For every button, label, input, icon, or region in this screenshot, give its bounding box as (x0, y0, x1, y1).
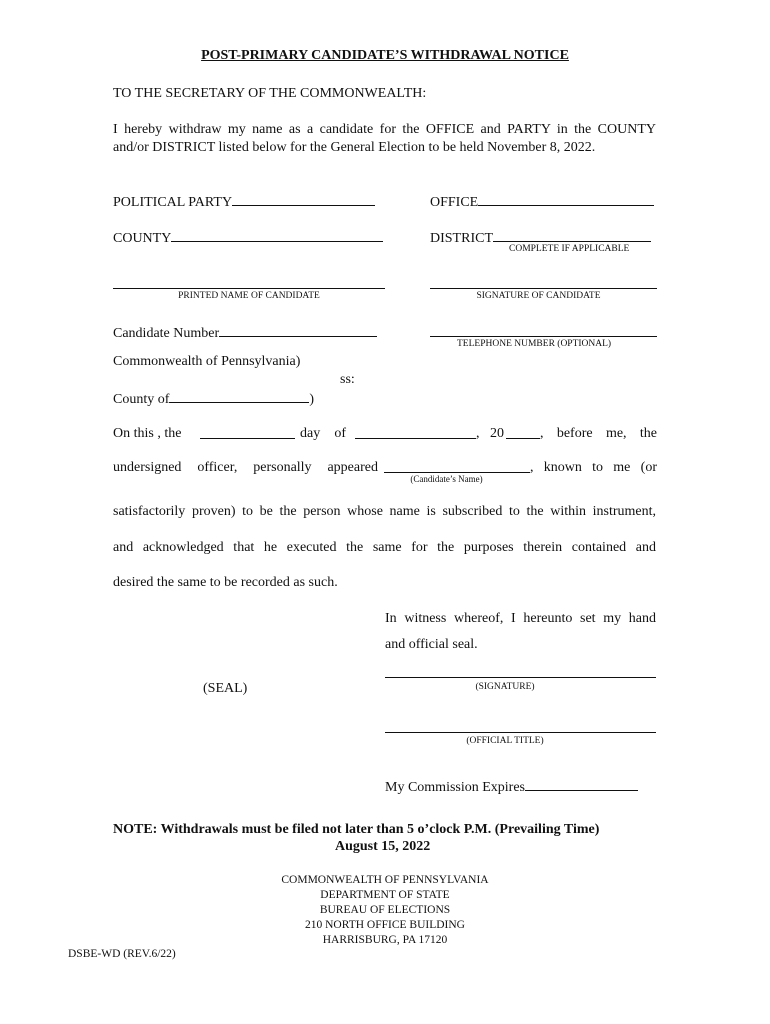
day-blank[interactable] (200, 438, 295, 439)
candidate-signature-line[interactable] (430, 288, 657, 289)
note-line-2: August 15, 2022 (335, 839, 431, 854)
county-of-field[interactable] (113, 389, 314, 408)
seal-label: (SEAL) (203, 681, 248, 696)
venue-ss: ss: (340, 372, 355, 387)
year-blank[interactable] (506, 438, 540, 439)
witness-line-1: In witness whereof, I hereunto set my hand (385, 611, 656, 626)
addressee: TO THE SECRETARY OF THE COMMONWEALTH: (113, 86, 427, 101)
candidates-name-blank[interactable] (384, 472, 530, 473)
political-party-blank[interactable] (232, 192, 375, 206)
candidate-signature-label: SIGNATURE OF CANDIDATE (476, 291, 601, 301)
body-line-4: and acknowledged that he executed the same for the purposes therein contained and (113, 540, 656, 555)
before-me-label: , before me, the (540, 426, 657, 441)
candidates-name-label: (Candidate’s Name) (410, 474, 483, 484)
official-title-label: (OFFICIAL TITLE) (466, 736, 544, 746)
month-blank[interactable] (355, 438, 476, 439)
note-line-1: NOTE: Withdrawals must be filed not later than 5 o’clock P.M. (Prevailing Time) (113, 822, 600, 837)
comma: , (476, 426, 480, 441)
intro-line-1: I hereby withdraw my name as a candidate for the OFFICE and PARTY in the COUNTY (113, 122, 656, 137)
office-field[interactable] (430, 192, 654, 211)
district-blank[interactable] (493, 228, 651, 242)
address-line: BUREAU OF ELECTIONS (319, 904, 451, 916)
body-line-3: satisfactorily proven) to be the person whose name is subscribed to the within instrument, (113, 504, 656, 519)
candidate-number-blank[interactable] (219, 323, 377, 337)
day-of-label: day of (300, 426, 346, 441)
address-line: DEPARTMENT OF STATE (320, 889, 450, 901)
commission-expires-field[interactable] (385, 777, 638, 796)
candidate-number-field[interactable] (113, 323, 377, 342)
year-prefix: 20 (490, 426, 504, 441)
undersigned-label: undersigned officer, personally appeared (113, 460, 378, 475)
office-label: OFFICE (430, 195, 479, 210)
address-line: HARRISBURG, PA 17120 (322, 934, 448, 946)
known-to-me-label: , known to me (or (530, 460, 657, 475)
intro-line-2: and/or DISTRICT listed below for the General Election to be held November 8, 2022. (113, 140, 596, 155)
district-note: COMPLETE IF APPLICABLE (509, 244, 630, 254)
address-block (235, 873, 535, 948)
notary-signature-label: (SIGNATURE) (475, 682, 535, 692)
county-label: COUNTY (113, 231, 172, 246)
commission-expires-label: My Commission Expires (385, 780, 526, 795)
commission-expires-blank[interactable] (525, 777, 638, 791)
county-of-blank[interactable] (169, 389, 309, 403)
address-line: 210 NORTH OFFICE BUILDING (305, 919, 465, 931)
county-blank[interactable] (171, 228, 383, 242)
county-of-label: County of (113, 392, 170, 407)
political-party-label: POLITICAL PARTY (113, 195, 233, 210)
official-title-line[interactable] (385, 732, 656, 733)
body-line-5: desired the same to be recorded as such. (113, 575, 338, 590)
address-line: COMMONWEALTH OF PENNSYLVANIA (281, 874, 489, 886)
county-of-close-paren: ) (309, 392, 315, 407)
printed-name-label: PRINTED NAME OF CANDIDATE (178, 291, 320, 301)
district-label: DISTRICT (430, 231, 493, 246)
office-blank[interactable] (478, 192, 654, 206)
county-field[interactable] (113, 228, 383, 247)
printed-name-line[interactable] (113, 288, 385, 289)
telephone-label: TELEPHONE NUMBER (OPTIONAL) (457, 339, 612, 349)
candidate-number-label: Candidate Number (113, 326, 220, 341)
telephone-line[interactable] (430, 336, 657, 337)
on-this-label: On this , the (113, 426, 182, 441)
political-party-field[interactable] (113, 192, 375, 211)
witness-line-2: and official seal. (385, 637, 478, 652)
form-title: POST-PRIMARY CANDIDATE’S WITHDRAWAL NOTICE (201, 48, 569, 63)
notary-signature-line[interactable] (385, 677, 656, 678)
form-code: DSBE-WD (REV.6/22) (68, 948, 176, 960)
venue-commonwealth: Commonwealth of Pennsylvania) (113, 354, 301, 369)
